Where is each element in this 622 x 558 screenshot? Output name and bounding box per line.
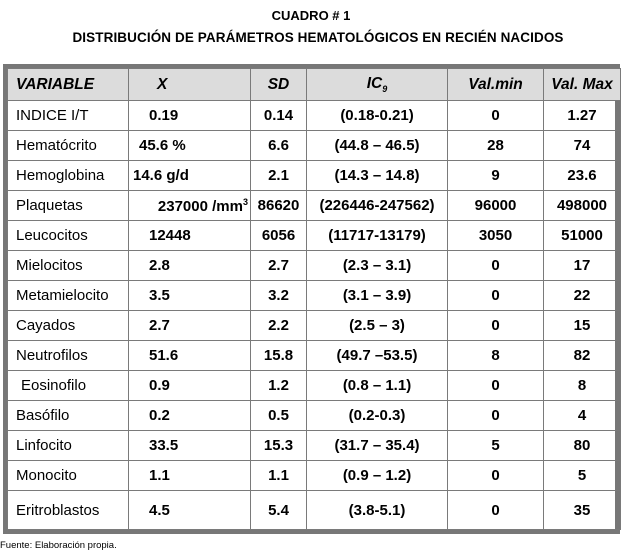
cell-ic: (226446-247562) [307,191,448,221]
cell-x [129,371,251,401]
header-sd: SD [251,69,307,101]
table-row [8,101,621,131]
cell-x [129,251,251,281]
cell-val-max: 23.6 [544,161,621,191]
cell-sd: 1.2 [251,371,307,401]
cell-ic: (49.7 –53.5) [307,341,448,371]
table-body [8,101,621,530]
table-row [8,461,621,491]
cell-x [129,191,251,221]
cell-val-min: 0 [448,491,544,530]
cell-val-min: 3050 [448,221,544,251]
cell-variable: Monocito [8,461,129,491]
cell-ic: (0.8 – 1.1) [307,371,448,401]
cell-sd: 6056 [251,221,307,251]
cell-variable: Mielocitos [8,251,129,281]
table-row [8,191,621,221]
table-row [8,401,621,431]
cell-val-min: 96000 [448,191,544,221]
cell-ic: (0.9 – 1.2) [307,461,448,491]
cell-val-min: 0 [448,311,544,341]
cell-ic: (44.8 – 46.5) [307,131,448,161]
cell-sd: 15.3 [251,431,307,461]
cell-variable: INDICE I/T [8,101,129,131]
cell-x-value: 0.19 [149,107,179,124]
header-x: X [129,69,251,101]
cell-x-value: 12448 [149,227,191,244]
cell-x [129,431,251,461]
cell-val-min: 0 [448,281,544,311]
cell-x [129,401,251,431]
cell-x [129,161,251,191]
cell-variable: Metamielocito [8,281,129,311]
cell-x [129,341,251,371]
cell-sd: 2.1 [251,161,307,191]
table-title: DISTRIBUCIÓN DE PARÁMETROS HEMATOLÓGICOS EN RECIÉN NACIDOS [72,30,564,45]
cell-val-max: 17 [544,251,621,281]
cell-variable: Leucocitos [8,221,129,251]
cell-ic: (2.3 – 3.1) [307,251,448,281]
cell-x-value: 1.1 [149,467,170,484]
table-row [8,131,621,161]
cell-variable: Hematócrito [8,131,129,161]
cell-val-max: 4 [544,401,621,431]
cell-val-max: 51000 [544,221,621,251]
header-variable: VARIABLE [8,69,129,101]
cell-val-min: 5 [448,431,544,461]
cell-ic: (31.7 – 35.4) [307,431,448,461]
cell-val-min: 0 [448,251,544,281]
table-row [8,431,621,461]
cell-x [129,281,251,311]
table-row [8,221,621,251]
table-number-title: CUADRO # 1 [271,8,351,23]
header-ic [307,69,448,101]
cell-x-value: 3.5 [149,287,170,304]
table-row [8,491,621,530]
cell-ic: (0.18-0.21) [307,101,448,131]
cell-val-min: 9 [448,161,544,191]
cell-variable: Neutrofilos [8,341,129,371]
cell-x-value: 14.6 g/d [133,167,189,184]
header-row [8,69,621,101]
cell-ic: (3.8-5.1) [307,491,448,530]
cell-variable: Linfocito [8,431,129,461]
cell-val-min: 0 [448,401,544,431]
table-row [8,281,621,311]
table-row [8,341,621,371]
table-row [8,371,621,401]
cell-x-value: 51.6 [149,347,179,364]
cell-x-value: 4.5 [149,501,170,519]
cell-sd: 2.7 [251,251,307,281]
cell-x [129,131,251,161]
hematology-table [7,68,621,530]
cell-sd: 15.8 [251,341,307,371]
header-val-max: Val. Max [544,69,621,101]
cell-val-max: 35 [544,491,621,530]
cell-x-value: 2.8 [149,257,170,274]
cell-variable: Plaquetas [8,191,129,221]
cell-val-min: 28 [448,131,544,161]
cell-x [129,491,251,530]
cell-x-superscript: 3 [242,196,248,207]
cell-x [129,221,251,251]
cell-x [129,311,251,341]
cell-variable: Basófilo [8,401,129,431]
cell-sd: 86620 [251,191,307,221]
cell-ic: (0.2-0.3) [307,401,448,431]
header-ic-subscript: 9 [382,84,388,95]
cell-val-max: 498000 [544,191,621,221]
cell-sd: 6.6 [251,131,307,161]
cell-x-value: 45.6 % [139,137,186,154]
cell-val-max: 1.27 [544,101,621,131]
cell-val-min: 0 [448,461,544,491]
cell-sd: 5.4 [251,491,307,530]
cell-ic: (14.3 – 14.8) [307,161,448,191]
data-table-frame [3,64,620,534]
cell-ic: (2.5 – 3) [307,311,448,341]
cell-x-value: 0.9 [149,377,170,394]
cell-sd: 1.1 [251,461,307,491]
cell-variable: Hemoglobina [8,161,129,191]
cell-ic: (11717-13179) [307,221,448,251]
cell-sd: 2.2 [251,311,307,341]
cell-variable: Eosinofilo [8,371,129,401]
cell-variable: Cayados [8,311,129,341]
cell-val-min: 0 [448,101,544,131]
cell-val-max: 22 [544,281,621,311]
cell-val-max: 82 [544,341,621,371]
header-val-min: Val.min [448,69,544,101]
cell-sd: 3.2 [251,281,307,311]
cell-val-min: 8 [448,341,544,371]
cell-val-max: 15 [544,311,621,341]
cell-x [129,101,251,131]
cell-val-max: 80 [544,431,621,461]
cell-val-max: 5 [544,461,621,491]
cell-variable: Eritroblastos [8,491,129,530]
source-note: Fuente: Elaboración propia. [0,540,117,551]
cell-val-max: 74 [544,131,621,161]
cell-x-value: 2.7 [149,317,170,334]
cell-ic: (3.1 – 3.9) [307,281,448,311]
cell-sd: 0.14 [251,101,307,131]
cell-x-value: 0.2 [149,407,170,424]
cell-x-value: 237000 /mm [157,197,243,215]
table-row [8,311,621,341]
table-row [8,161,621,191]
cell-x-value: 33.5 [149,437,179,454]
cell-x [129,461,251,491]
table-row [8,251,621,281]
cell-val-min: 0 [448,371,544,401]
cell-val-max: 8 [544,371,621,401]
header-ic-label: IC [366,74,383,92]
cell-sd: 0.5 [251,401,307,431]
